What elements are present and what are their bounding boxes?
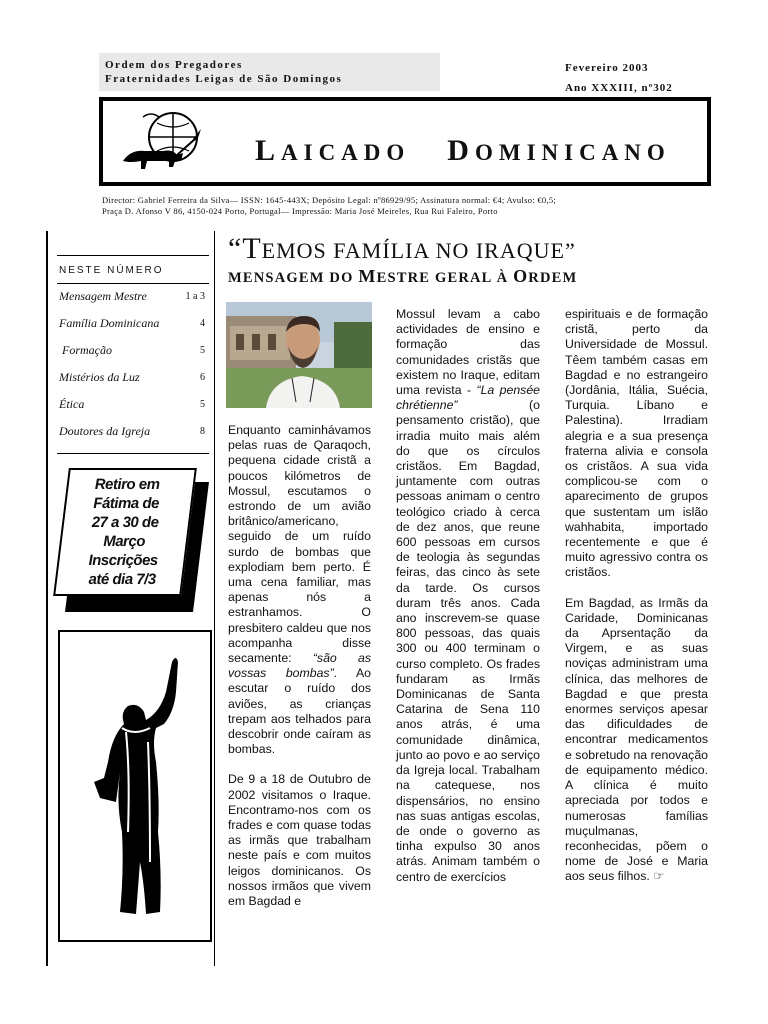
praying-friar-icon bbox=[60, 632, 210, 940]
toc-item[interactable]: Formação 5 bbox=[59, 343, 205, 357]
article-title: “TEMOS FAMÍLIA NO IRAQUE” bbox=[228, 232, 576, 265]
article-column-1 bbox=[228, 423, 371, 924]
toc-top-divider bbox=[57, 255, 209, 256]
toc-heading-divider bbox=[57, 283, 209, 284]
article-paragraph: Enquanto caminhávamos pelas ruas de Qaraqoch, pequena cidade cristã a poucos kilómetros de Mossul, escutamos o estrondo de um avião britânico/americano, seguido de um ruído surdo de bombas que explodiam bem perto. É uma cena familiar, mas apenas nós a estranhamos. O presbitero caldeu que nos acompanha disse secamente: “são as vossas bombas”. Ao escutar o ruído dos aviões, as crianças trepam aos telhados para descobrir onde caíram as bombas. bbox=[228, 423, 371, 757]
article-paragraph: Mossul levam a cabo actividades de ensino e formação das comunidades cristãs que existem no Iraque, editam uma revista - “La pensée chrétienne” (o pensamento cristão), que irradia muito mais além do que os círculos cristãos. Em Bagdad, juntamente com outras pessoas animam o centro teológico criado à cerca de dez anos, que reune 600 pessoas em cursos de teologia às segundas feiras, das cinco às sete da tarde. Os cursos duram três anos. Cada ano inscrevem-se quase 800 pessoas, das quais 300 ou 400 terminam o curso completo. Os frades fundaram as Irmãs Dominicanas de Santa Catarina de Sena 110 anos atrás, é uma comunidade dinâmica, junto ao povo e ao serviço da Igreja local. Trabalham na catequese, nos dispensários, no ensino nas suas antigas escolas, de onde o governo as tinha expulso 30 anos atrás. Animam também o centro de exercícios bbox=[396, 307, 540, 884]
article-paragraph: De 9 a 18 de Outubro de 2002 visitamos o Iraque. Encontramo-nos com os frades e com quase todas as irmãs que trabalham neste país e com muitos leigos dominicanos. Os nossos irmãos que vivem em Bagdad e bbox=[228, 772, 371, 909]
toc-bottom-divider bbox=[57, 453, 209, 454]
article-column-2 bbox=[396, 307, 540, 900]
toc-item[interactable]: Mistérios da Luz 6 bbox=[59, 370, 205, 384]
dominican-dog-logo-icon bbox=[117, 109, 203, 177]
friar-illustration-frame bbox=[58, 630, 212, 942]
toc-item[interactable]: Família Dominicana 4 bbox=[59, 316, 205, 330]
end-of-article-hand-icon: ☞ bbox=[653, 869, 665, 884]
credits-line-1: Director: Gabriel Ferreira da Silva— ISSN: 1645-443X; Depósito Legal: nº86929/95; Assinatura normal: €4; Avulso: €0,5; bbox=[102, 195, 557, 205]
toc-item[interactable]: Ética 5 bbox=[59, 397, 205, 411]
retreat-announcement bbox=[55, 468, 215, 618]
table-of-contents bbox=[59, 289, 207, 451]
masthead bbox=[99, 97, 711, 186]
issue-number: Ano XXXIII, nº302 bbox=[565, 82, 673, 94]
article-paragraph: Em Bagdad, as Irmãs da Caridade, Dominicanas da Aprsentação da Virgem, e as suas noviças administram uma clínica, das melhores de Bagdad e que presta enormes serviços apesar das dificuldades de encontrar medicamentos e sobretudo na renovação de equipamento médico. A clínica é muito apreciada por todos e numerosas famílias muçulmanas, reconhecidas, põem o nome de José e Maria aos seus filhos. ☞ bbox=[565, 595, 708, 884]
retreat-text: Retiro em Fátima de 27 a 30 de Março Inscrições até dia 7/3 bbox=[88, 476, 160, 588]
org-line-1: Ordem dos Pregadores bbox=[105, 59, 243, 71]
toc-item[interactable]: Mensagem Mestre 1 a 3 bbox=[59, 289, 205, 303]
credits bbox=[102, 195, 712, 217]
sidebar-left-rule bbox=[46, 231, 48, 966]
article-column-3 bbox=[565, 307, 708, 900]
friar-portrait-photo bbox=[226, 302, 372, 408]
article-paragraph: espirituais e de formação cristã, perto da Universidade de Mossul. Têem também casas em Bagdad e no estrangeiro (Jordânia, Itália, Suécia, Turquia. Líbano e Palestina). Irradiam alegria e a sua presença fraterna alivia e consola os cristãos. A sua vida complicou-se com o aparecimento de grupos que sustentam um islão wahhabita, importado recentemente e que é muito agressivo contra os cristãos. bbox=[565, 307, 708, 580]
article-subtitle: MENSAGEM DO MESTRE GERAL À ORDEM bbox=[228, 266, 578, 286]
org-line-2: Fraternidades Leigas de São Domingos bbox=[105, 73, 343, 85]
toc-item[interactable]: Doutores da Igreja 8 bbox=[59, 424, 205, 438]
issue-info bbox=[565, 58, 673, 98]
masthead-title: LAICADO DOMINICANO bbox=[255, 134, 671, 167]
credits-line-2: Praça D. Afonso V 86, 4150-024 Porto, Portugal— Impressão: Maria José Meireles, Rua Rui Faleiro, Porto bbox=[102, 206, 498, 216]
retreat-box bbox=[53, 468, 197, 596]
issue-date: Fevereiro 2003 bbox=[565, 62, 649, 74]
organization-box bbox=[99, 53, 440, 91]
toc-heading: NESTE NÚMERO bbox=[59, 265, 164, 276]
